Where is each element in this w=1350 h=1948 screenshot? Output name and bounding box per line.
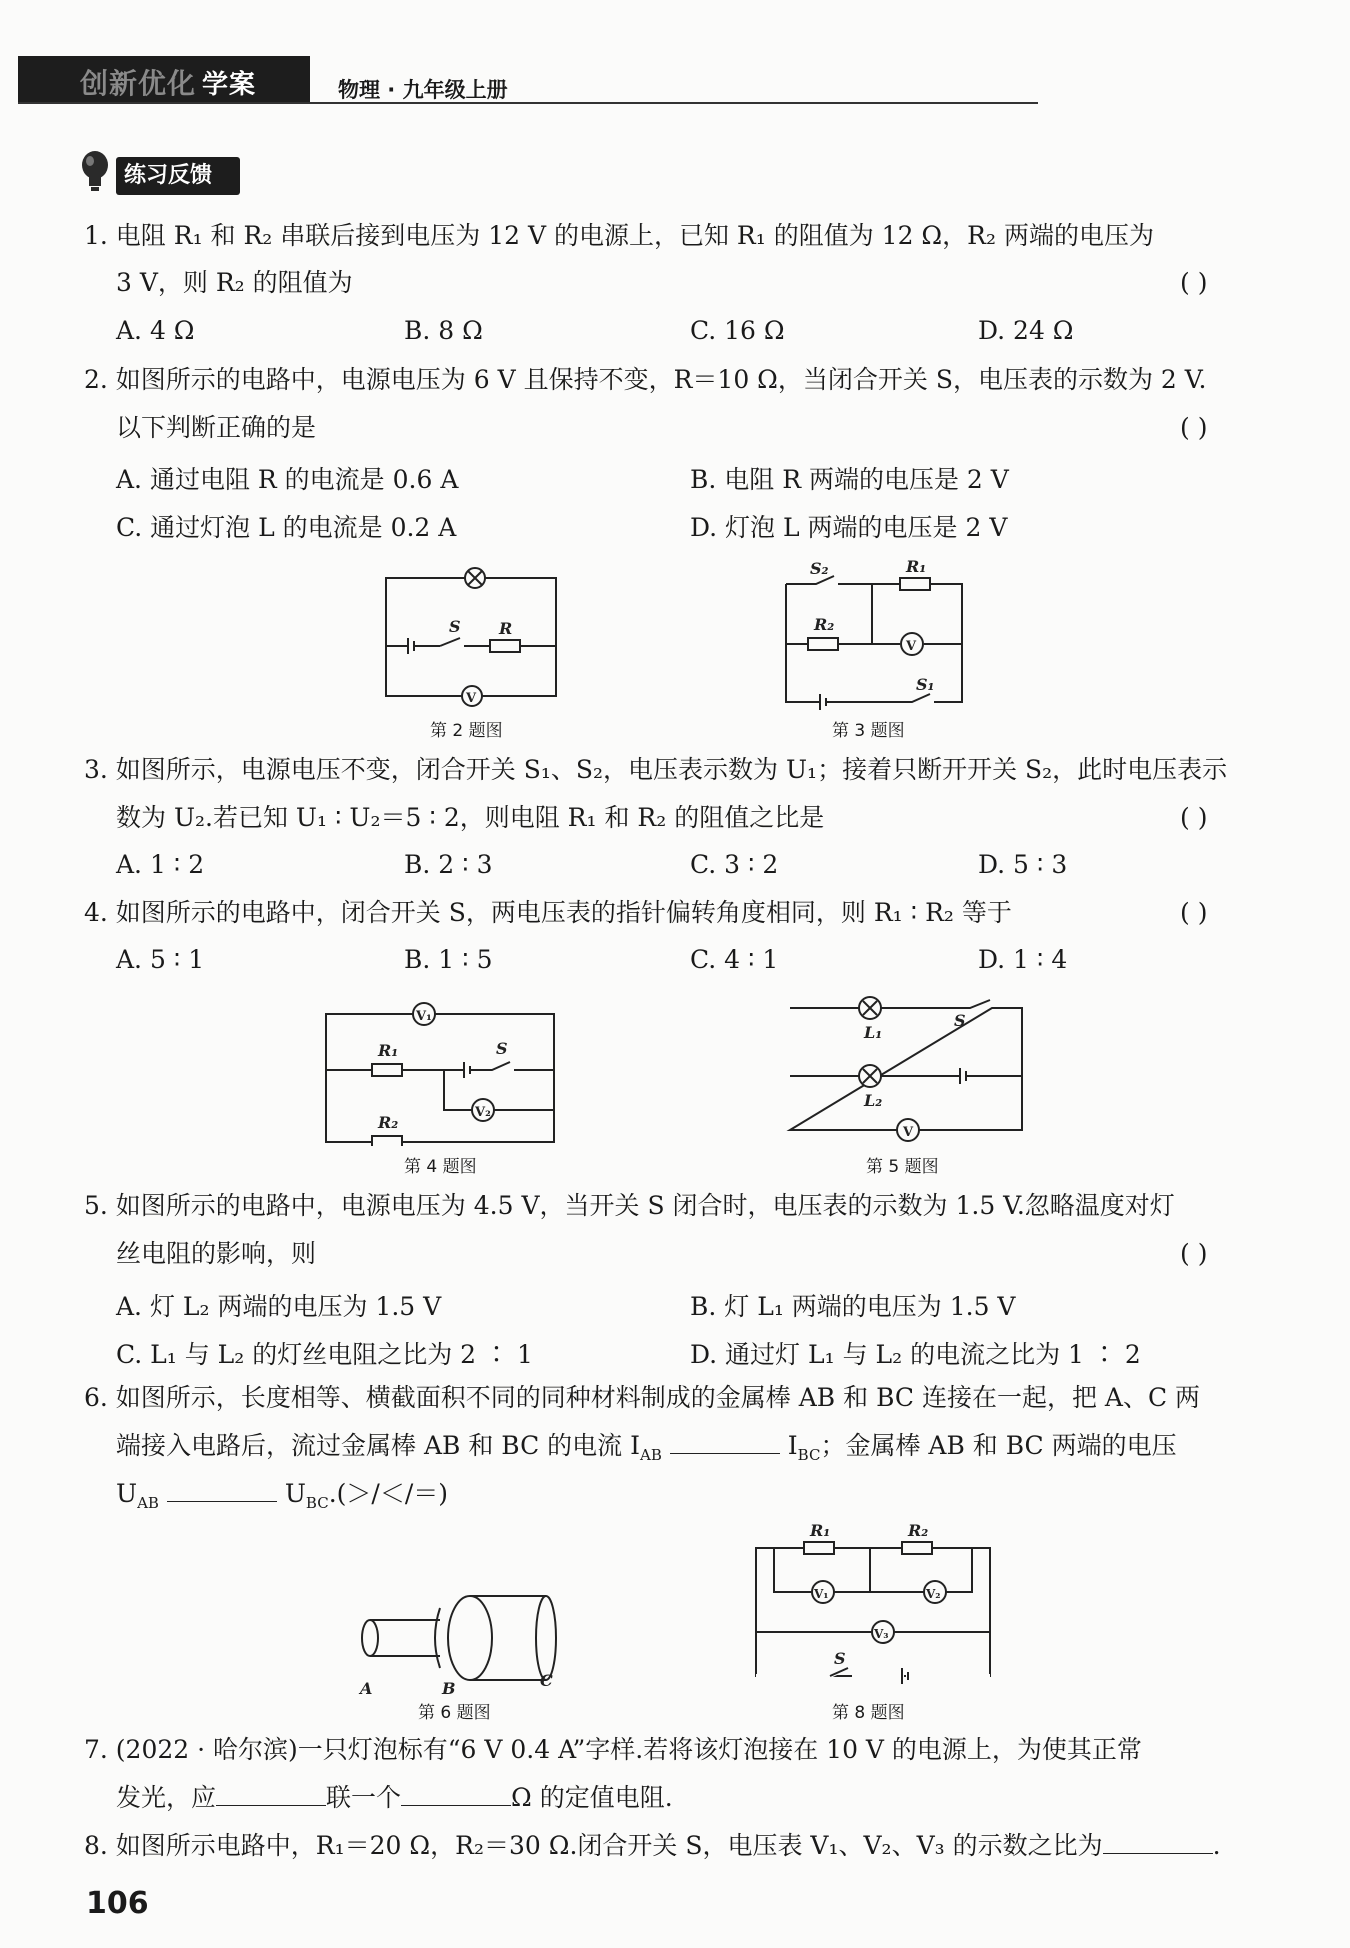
q8-stem-line1: 8. 如图所示电路中，R₁＝20 Ω，R₂＝30 Ω.闭合开关 S，电压表 V₁、V₂、V₃ 的示数之比为 . (84, 1831, 1221, 1860)
q1-stem-line2: 3 V，则 R₂ 的阻值为 (116, 268, 353, 297)
q3-stem-line1: 3. 如图所示，电源电压不变，闭合开关 S₁、S₂，电压表示数为 U₁；接着只断开开关 S₂，此时电压表示 (84, 755, 1228, 784)
q6-stem-line3: $U_{AB}$ $U_{BC}.(>/</=)$ (116, 1479, 449, 1512)
fig8-label-v3: V₃ (874, 1627, 889, 1641)
figure-4-caption: 第 4 题图 (404, 1157, 477, 1177)
figure-8-circuit (750, 1520, 1000, 1690)
fig4-label-r2: R₂ (378, 1113, 399, 1132)
fig5-label-l2: L₂ (864, 1091, 883, 1110)
q5-option-c: C. L₁ 与 L₂ 的灯丝电阻之比为 2 ∶ 1 (116, 1340, 533, 1369)
fig8-label-r2: R₂ (908, 1521, 929, 1540)
figure-3-caption: 第 3 题图 (832, 721, 905, 741)
q4-option-a: A. 5 ∶ 1 (116, 945, 205, 974)
fig3-label-s1: S₁ (916, 675, 935, 694)
subject-title: 物理 · 九年级上册 (338, 78, 508, 102)
fig4-label-v1: V₁ (416, 1009, 432, 1024)
fig5-label-v: V (903, 1125, 914, 1140)
q4-option-c: C. 4 ∶ 1 (690, 945, 779, 974)
fig3-label-s2: S₂ (810, 559, 829, 578)
q3-option-c: C. 3 ∶ 2 (690, 850, 779, 879)
q1-answer-paren: ( ) (1180, 268, 1208, 297)
q8-blank-ratio[interactable] (1103, 1831, 1213, 1854)
q2-stem-line2: 以下判断正确的是 (116, 413, 317, 442)
q1-stem-line1: 1. 电阻 R₁ 和 R₂ 串联后接到电压为 12 V 的电源上，已知 R₁ 的阻值为 12 Ω，R₂ 两端的电压为 (84, 221, 1154, 250)
fig8-label-v1: V₁ (814, 1587, 829, 1601)
fig3-label-r2: R₂ (814, 615, 835, 634)
figure-6-caption: 第 6 题图 (418, 1703, 491, 1723)
figure-8-caption: 第 8 题图 (832, 1703, 905, 1723)
q5-stem-line2: 丝电阻的影响，则 (116, 1239, 317, 1268)
q3-option-a: A. 1 ∶ 2 (116, 850, 205, 879)
q3-stem-line2: 数为 U₂.若已知 U₁ ∶ U₂＝5 ∶ 2，则电阻 R₁ 和 R₂ 的阻值之比是 (116, 803, 825, 832)
q6-stem-line2: 端接入电路后，流过金属棒 AB 和 BC 的电流 $I_{AB}$ $I_{BC}$；金属棒 AB 和 BC 两端的电压 (116, 1431, 1177, 1464)
q1-option-d: D. 24 Ω (978, 316, 1074, 345)
figure-2-caption: 第 2 题图 (430, 721, 503, 741)
q7-blank-resistance[interactable] (401, 1783, 511, 1806)
q6-blank-voltage[interactable] (167, 1479, 277, 1502)
q5-option-a: A. 灯 L₂ 两端的电压为 1.5 V (116, 1292, 442, 1321)
header-divider (18, 102, 1038, 104)
fig5-label-s: S (954, 1011, 966, 1030)
q4-answer-paren: ( ) (1180, 898, 1208, 927)
figure-5-caption: 第 5 题图 (866, 1157, 939, 1177)
q7-stem-line1: 7. (2022 · 哈尔滨)一只灯泡标有“6 V 0.4 A”字样.若将该灯泡接在 10 V 的电源上，为使其正常 (84, 1735, 1142, 1764)
q2-stem-line1: 2. 如图所示的电路中，电源电压为 6 V 且保持不变，R＝10 Ω，当闭合开关 S，电压表的示数为 2 V. (84, 365, 1207, 394)
fig4-label-s: S (496, 1039, 508, 1058)
fig8-label-s: S (834, 1649, 846, 1668)
q6-stem-line1: 6. 如图所示，长度相等、横截面积不同的同种材料制成的金属棒 AB 和 BC 连接在一起，把 A、C 两 (84, 1383, 1201, 1412)
fig8-label-v2: V₂ (926, 1587, 941, 1601)
q1-option-a: A. 4 Ω (116, 316, 195, 345)
q3-answer-paren: ( ) (1180, 803, 1208, 832)
q5-option-d: D. 通过灯 L₁ 与 L₂ 的电流之比为 1 ∶ 2 (690, 1340, 1141, 1369)
q3-option-b: B. 2 ∶ 3 (404, 850, 493, 879)
fig5-label-l1: L₁ (864, 1023, 883, 1042)
q2-answer-paren: ( ) (1180, 413, 1208, 442)
q5-stem-line1: 5. 如图所示的电路中，电源电压为 4.5 V，当开关 S 闭合时，电压表的示数为 1.5 V.忽略温度对灯 (84, 1191, 1175, 1220)
fig8-label-r1: R₁ (810, 1521, 831, 1540)
lightbulb-icon (78, 150, 112, 192)
q2-option-a: A. 通过电阻 R 的电流是 0.6 A (116, 465, 459, 494)
fig4-label-r1: R₁ (378, 1041, 399, 1060)
page-number: 106 (86, 1886, 149, 1921)
q7-stem-line2: 发光，应 联一个 Ω 的定值电阻. (116, 1783, 673, 1812)
figure-3-circuit (780, 552, 970, 712)
figure-6-metal-rods (350, 1590, 570, 1700)
q2-option-d: D. 灯泡 L 两端的电压是 2 V (690, 513, 1008, 542)
figure-5-circuit (784, 996, 1034, 1146)
fig4-label-v2: V₂ (475, 1105, 491, 1120)
fig2-label-v: V (466, 691, 477, 706)
fig6-label-b: B (442, 1679, 456, 1698)
q6-blank-current[interactable] (670, 1431, 780, 1454)
q3-option-d: D. 5 ∶ 3 (978, 850, 1068, 879)
q4-stem-line1: 4. 如图所示的电路中，闭合开关 S，两电压表的指针偏转角度相同，则 R₁ ∶ R₂ 等于 (84, 898, 1012, 927)
q4-option-b: B. 1 ∶ 5 (404, 945, 493, 974)
q5-option-b: B. 灯 L₁ 两端的电压为 1.5 V (690, 1292, 1016, 1321)
q5-answer-paren: ( ) (1180, 1239, 1208, 1268)
q2-option-c: C. 通过灯泡 L 的电流是 0.2 A (116, 513, 457, 542)
figure-2-circuit (380, 560, 570, 710)
fig2-label-r: R (499, 619, 513, 638)
q4-option-d: D. 1 ∶ 4 (978, 945, 1068, 974)
fig6-label-a: A (360, 1679, 373, 1698)
fig3-label-v: V (906, 639, 917, 654)
q2-option-b: B. 电阻 R 两端的电压是 2 V (690, 465, 1009, 494)
q1-option-c: C. 16 Ω (690, 316, 785, 345)
q7-blank-connection[interactable] (216, 1783, 326, 1806)
brand-logo: 创新优化 学案 (80, 67, 257, 100)
fig3-label-r1: R₁ (906, 557, 927, 576)
fig6-label-c: C (540, 1671, 553, 1690)
section-title: 练习反馈 (116, 157, 240, 195)
q1-option-b: B. 8 Ω (404, 316, 483, 345)
figure-4-circuit (320, 996, 570, 1146)
fig2-label-s: S (449, 617, 461, 636)
